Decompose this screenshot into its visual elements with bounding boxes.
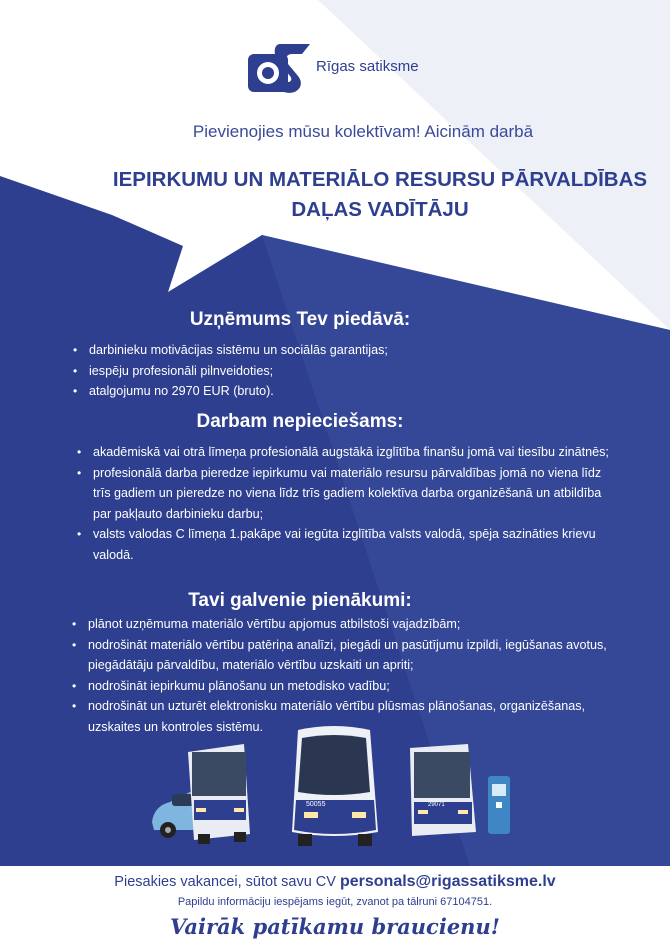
offer-heading-text: Uzņēmums Tev piedāvā:: [189, 309, 411, 330]
list-item: • akadēmiskā vai otrā līmeņa profesionālā augstākā izglītība finanšu jomā vai tiesību zinātnēs;: [77, 442, 622, 463]
job-title-line-2: DAĻAS VADĪTĀJU: [291, 198, 469, 221]
intro-text: [0, 122, 670, 142]
list-item: • profesionālā darba pieredze iepirkumu vai materiālo resursu pārvaldības jomā no viena līdz trīs gadiem un pieredze no viena līdz trīs gadiem kolektīva darba organizēšanā un atbildība par pakļauto darbinieku darbu;: [77, 463, 622, 525]
ticket-machine: [488, 776, 510, 834]
apply-line: [0, 873, 670, 891]
requirements-heading-text: Darbam nepieciešams:: [196, 411, 404, 432]
bus-number: 50055: [306, 801, 326, 808]
list-item: • atalgojumu no 2970 EUR (bruto).: [73, 381, 633, 402]
tram-number: 29071: [428, 802, 445, 808]
trolleybus: [292, 726, 378, 846]
logo-mark-dot: [262, 67, 274, 79]
brand-name: Rīgas satiksme: [316, 58, 419, 75]
email-link[interactable]: personals@rigassatiksme.lv: [339, 873, 556, 890]
apply-text: Piesakies vakancei, sūtot savu CV: [114, 874, 336, 890]
list-item: • valsts valodas C līmeņa 1.pakāpe vai iegūta izglītība valsts valodā, spēja sazināties krievu valodā.: [77, 524, 622, 565]
duties-heading-text: Tavi galvenie pienākumi:: [188, 590, 412, 611]
list-item: • nodrošināt un uzturēt elektronisku materiālo vērtību plūsmas plānošanas, organizēšanas, uzskaites un kontroles sistēmu.: [72, 696, 632, 737]
vehicles-illustration: [148, 722, 522, 856]
list-item: • iespēju profesionāli pilnveidoties;: [73, 361, 633, 382]
list-item: • darbinieku motivācijas sistēmu un sociālās garantijas;: [73, 340, 633, 361]
contact-info: Papildu informāciju iespējams iegūt, zvanot pa tālruni 67104751.: [177, 896, 493, 908]
list-item: • plānot uzņēmuma materiālo vērtību apjomus atbilstoši vajadzībām;: [72, 614, 632, 635]
job-title-line-1: IEPIRKUMU UN MATERIĀLO RESURSU PĀRVALDĪBAS: [112, 168, 648, 191]
requirements-list: [77, 442, 622, 565]
intro-line: Pievienojies mūsu kolektīvam! Aicinām darbā: [192, 122, 534, 141]
list-item: • nodrošināt iepirkumu plānošanu un metodisko vadību;: [72, 676, 632, 697]
left-bus: [188, 744, 250, 844]
requirements-heading: [0, 411, 670, 433]
right-tram: [410, 744, 476, 836]
list-item: • nodrošināt materiālo vērtību patēriņa analīzi, piegādi un pasūtījumu izpildi, iegūšanas avotus, piegādātāju pārvaldību, materiālo vērtību uzskaiti un apriti;: [72, 635, 632, 676]
offer-list: [73, 340, 633, 402]
job-title: [90, 165, 670, 225]
offer-heading: [0, 309, 670, 331]
duties-heading: [0, 590, 670, 612]
slogan: Vairāk patīkamu braucienu!: [170, 914, 500, 939]
duties-list: [72, 614, 632, 737]
